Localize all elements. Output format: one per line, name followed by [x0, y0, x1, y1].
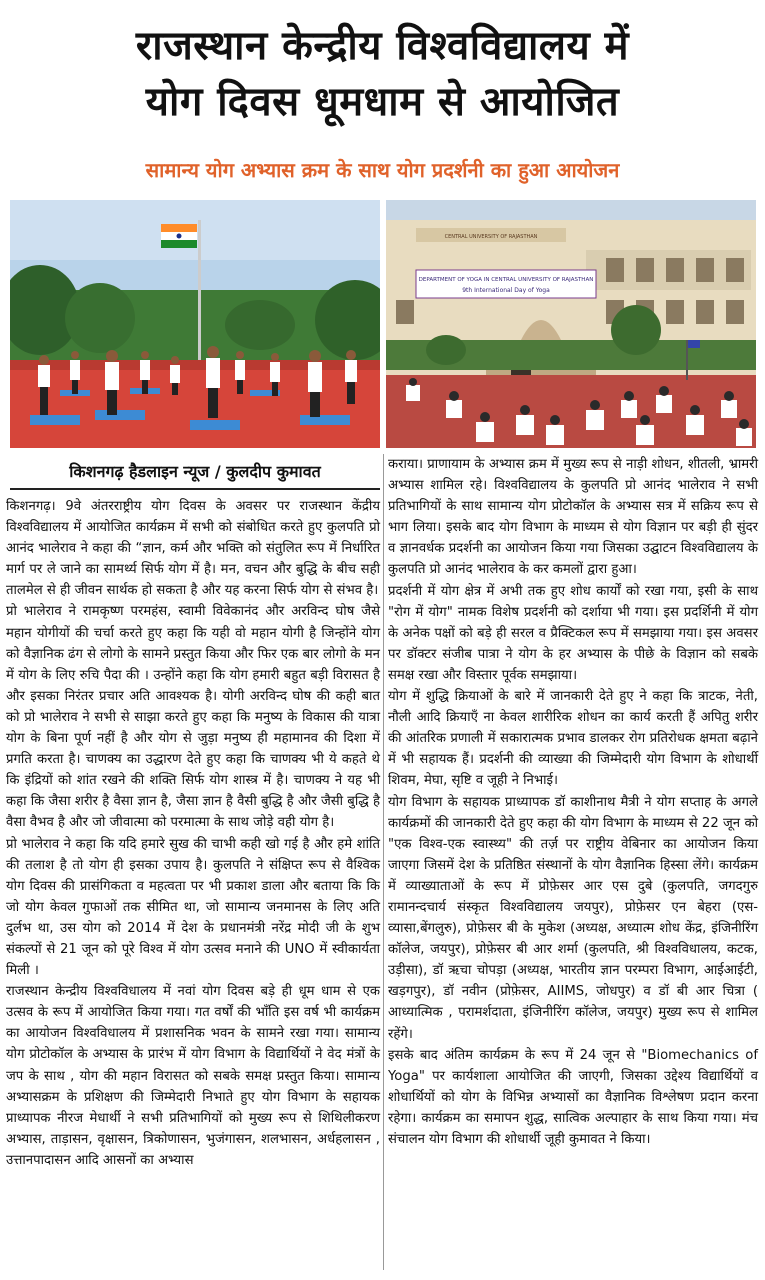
building-sign: CENTRAL UNIVERSITY OF RAJASTHAN	[444, 234, 538, 240]
headline-line-1: राजस्थान केन्द्रीय विश्वविद्यालय में	[135, 23, 630, 69]
article-left-column	[6, 496, 380, 1171]
left-paragraph-4: राजस्थान केन्द्रीय विश्वविधालय में नवां योग दिवस बड़े ही धूम धाम से एक उत्सव के रूप में आयोजित किया गया। गत वर्षों की भाँति इस वर्ष भी कार्यक्रम का आयोजन विश्वविधालय में प्रशासनिक भवन के सामने रखा गया। सामान्य योग प्रोटोकॉल के अभ्यास के प्रारंभ में योग विभाग के विद्यार्थियों ने वेद मंत्रों के जप के साथ , योग की महान विरासत को सबके समक्ष प्रस्तुत किया। सामान्य अभ्यासक्रम के प्रशिक्षण की जिम्मेदारी निभाते हुए योग विभाग के सहायक प्राध्यापक नीरज मेधार्थी ने सभी प्रतिभागियों को मुख्य रूप से शिथिलीकरण अभ्यास, ताड़ासन, वृक्षासन, त्रिकोणासन, भुजंगासन, शलभासन, अर्धहलासन , उत्तानपादासन आदि आसनों का अभ्यास	[6, 984, 380, 1168]
right-paragraph-1: कराया। प्राणायाम के अभ्यास क्रम में मुख्य रूप से नाड़ी शोधन, शीतली, भ्रामरी अभ्यास शामिल रहे। विश्वविद्यालय के कुलपति प्रो आनंद भालेराव ने सभी प्रतिभागियों के साथ सामान्य योग प्रोटोकॉल के अभ्यास सत्र में सक्रिय रूप से भाग लिया। इसके बाद योग विभाग के माध्यम से योग विज्ञान पर बड़ी ही सुंदर व ज्ञानवर्धक प्रदर्शनी का आयोजन किया गया जिसका उद्घाटन विश्वविद्यालय के कुलपति प्रो आनंद भालेराव के कर कमलों द्वारा हुआ।	[388, 457, 758, 578]
outdoor-yoga-image	[10, 200, 380, 448]
photo-building-yoga	[386, 200, 756, 448]
byline-divider	[10, 488, 380, 490]
banner-text-2: 9th International Day of Yoga	[462, 287, 550, 294]
right-paragraph-4: योग विभाग के सहायक प्राध्यापक डॉ काशीनाथ मैत्री ने योग सप्ताह के अगले कार्यक्रमों की जानकारी देते हुए कहा की योग विभाग के माध्यम से 22 जून को "एक विश्व-एक स्वास्थ्य" की तर्ज़ पर राष्ट्रीय वेबिनार का आयोजन किया जाएगा जिसमें देश के प्रतिष्ठित संस्थानों के योग वैज्ञानिक हिस्सा लेंगे। कार्यक्रम में व्याख्याताओं के रूप में प्रोफ़ेसर आर एस दुबे (कुलपति, जगदगुरु रामानन्दचार्य संस्कृत विश्वविद्यालय जयपुर), प्रोफ़ेसर एन बेहरा (एस-व्यासा,बेंगलुरु), प्रोफ़ेसर बी के मुकेश (अध्यक्ष, अध्यात्म शोध केंद्र, इंजिनीरिंग कॉलेज, जयपुर), प्रोफ़ेसर बी आर शर्मा (कुलपति, श्री विश्वविधालय, कटक, उड़ीसा), डॉ ऋचा चोपड़ा (अध्यक्ष, भारतीय ज्ञान परम्परा विभाग, आईआईटी, खड़गपुर), डॉ नवीन (प्रोफ़ेसर, AIIMS, जोधपुर) व डॉ बी आर चित्रा ( आध्यात्मिक , परामर्शदाता, इंजिनीरिंग कॉलेज, जयपुर) मुख्य रूप से शामिल रहेंगे।	[388, 794, 758, 1042]
left-paragraph-2: प्रो भालेराव ने रामकृष्ण परमहंस, स्वामी विवेकानंद और अरविन्द घोष जैसे महान योगीयों की चर्चा करते हुए कहा कि यही वो महान योगी है जिन्होंने योग को वैज्ञानिक ढंग से लोगो के सामने प्रस्तुत किया और फिर एक बार लोगो के मन में योग के लिए रुचि पैदा की । उन्होंने कहा कि योग हमारी बहुत बड़ी विरासत है और इसका निरंतर प्रचार अति आवश्यक है। योगी अरविन्द घोष की कही बात को प्रो भालेराव ने सभी से साझा करते हुए कहा कि मनुष्य के विकास की यात्रा योग के बिना पूर्ण नहीं है और योग से जुड़ा मनुष्य ही महामानव की दिशा में प्रगति करता है। चाणक्य का उद्धारण देते हुए कहा कि चाणक्य भी ये कहते थे कि इंद्रियों को शांत रखने की शक्ति सिर्फ योग शास्त्र में है। चाणक्य ने यह भी कहा कि जैसा शरीर है वैसा ज्ञान है, जैसा ज्ञान है वैसी बुद्धि है और जैसी बुद्धि है वैसा वैभव है और जो जीवात्मा को परमात्मा के साथ जोड़े वही योग है।	[6, 604, 380, 831]
banner-text-1: DEPARTMENT OF YOGA IN CENTRAL UNIVERSITY OF RAJASTHAN	[418, 277, 594, 283]
headline-line-2: योग दिवस धूमधाम से आयोजित	[145, 79, 620, 125]
right-paragraph-2: प्रदर्शनी में योग क्षेत्र में अभी तक हुए शोध कार्यों को रखा गया, इसी के साथ "रोग में योग" नामक विशेष प्रदर्शनी को दर्शाया भी गया। इस प्रदर्शिनी में योग के अनेक पक्षों को बड़े ही सरल व प्रैक्टिकल रूप में समझाया गया। इस अवसर पर डॉक्टर संजीब पात्रा ने योग के हर अभ्यास के पीछे के विज्ञान को सबके समक्ष रखा और विस्तार पूर्वक समझाया।	[388, 583, 758, 683]
building-yoga-image	[386, 200, 756, 448]
photo-outdoor-yoga	[10, 200, 380, 448]
headline	[0, 18, 765, 130]
byline: किशनगढ़ हैडलाइन न्यूज / कुलदीप कुमावत	[69, 462, 321, 481]
left-paragraph-3: प्रो भालेराव ने कहा कि यदि हमारे सुख की चाभी कही खो गई है और हमे शांति की तलाश है तो योग ही इसका उपाय है। कुलपति ने संक्षिप्त रूप से वैश्विक योग दिवस की प्रासंगिकता व महत्वता पर भी प्रकाश डाला और बताया कि कि जो योग केवल गुफाओं तक सीमित था, जो सामान्य जनमानस के लिए अति दुर्लभ था, उस योग को 2014 में देश के प्रधानमंत्री नरेंद्र मोदी जी के शुभ संकल्पों से 21 जून को पूरे विश्व में योग उत्सव मनाने की UNO में स्वीकार्यता मिली ।	[6, 836, 380, 979]
column-divider	[383, 454, 384, 1270]
right-paragraph-5: इसके बाद अंतिम कार्यक्रम के रूप में 24 जून से "Biomechanics of Yoga" पर कार्यशाला आयोजित की जाएगी, जिसका उद्देश्य विद्यार्थियों व शोधार्थियों को योग के विभिन्न अभ्यासों का वैज्ञानिक विश्लेषण प्रदान करना रहेगा। कार्यक्रम का समापन शुद्ध, सात्विक अल्पाहार के साथ किया गया। मंच संचालन योग विभाग की शोधार्थी जूही कुमावत ने किया।	[388, 1047, 758, 1147]
subheadline: सामान्य योग अभ्यास क्रम के साथ योग प्रदर्शनी का हुआ आयोजन	[145, 158, 620, 182]
left-paragraph-1: किशनगढ़। 9वे अंतरराष्ट्रीय योग दिवस के अवसर पर राजस्थान केंद्रीय विश्वविद्यालय में आयोजित कार्यक्रम में सभी को संबोधित करते हुए कुलपति प्रो आनंद भालेराव ने कहा की “ज्ञान, कर्म और भक्ति को संतुलित रूप में निर्धारित मार्ग पर ले जाने का सामर्थ्य सिर्फ योग में है। मन, वचन और बुद्धि के बीच सही तालमेल से ही जीवन सार्थक हो सकता है और यह करना सिर्फ योग से संभव है।	[6, 499, 380, 599]
right-paragraph-3: योग में शुद्धि क्रियाओं के बारे में जानकारी देते हुए ने कहा कि त्राटक, नेती, नौली आदि क्रियाएँ ना केवल शारीरिक शोधन का कार्य करती हैं अपितु शरीर की आंतरिक प्रणाली में सकारात्मक प्रभाव डालकर रोग प्रतिरोधक क्षमता बढ़ाने में भी सहायक हैं। प्रदर्शनी की व्याख्या की जिम्मेदारी योग विभाग के शोधार्थी शिवम, मेघा, सृष्टि व जूही ने निभाई।	[388, 689, 758, 789]
article-right-column	[388, 454, 758, 1150]
